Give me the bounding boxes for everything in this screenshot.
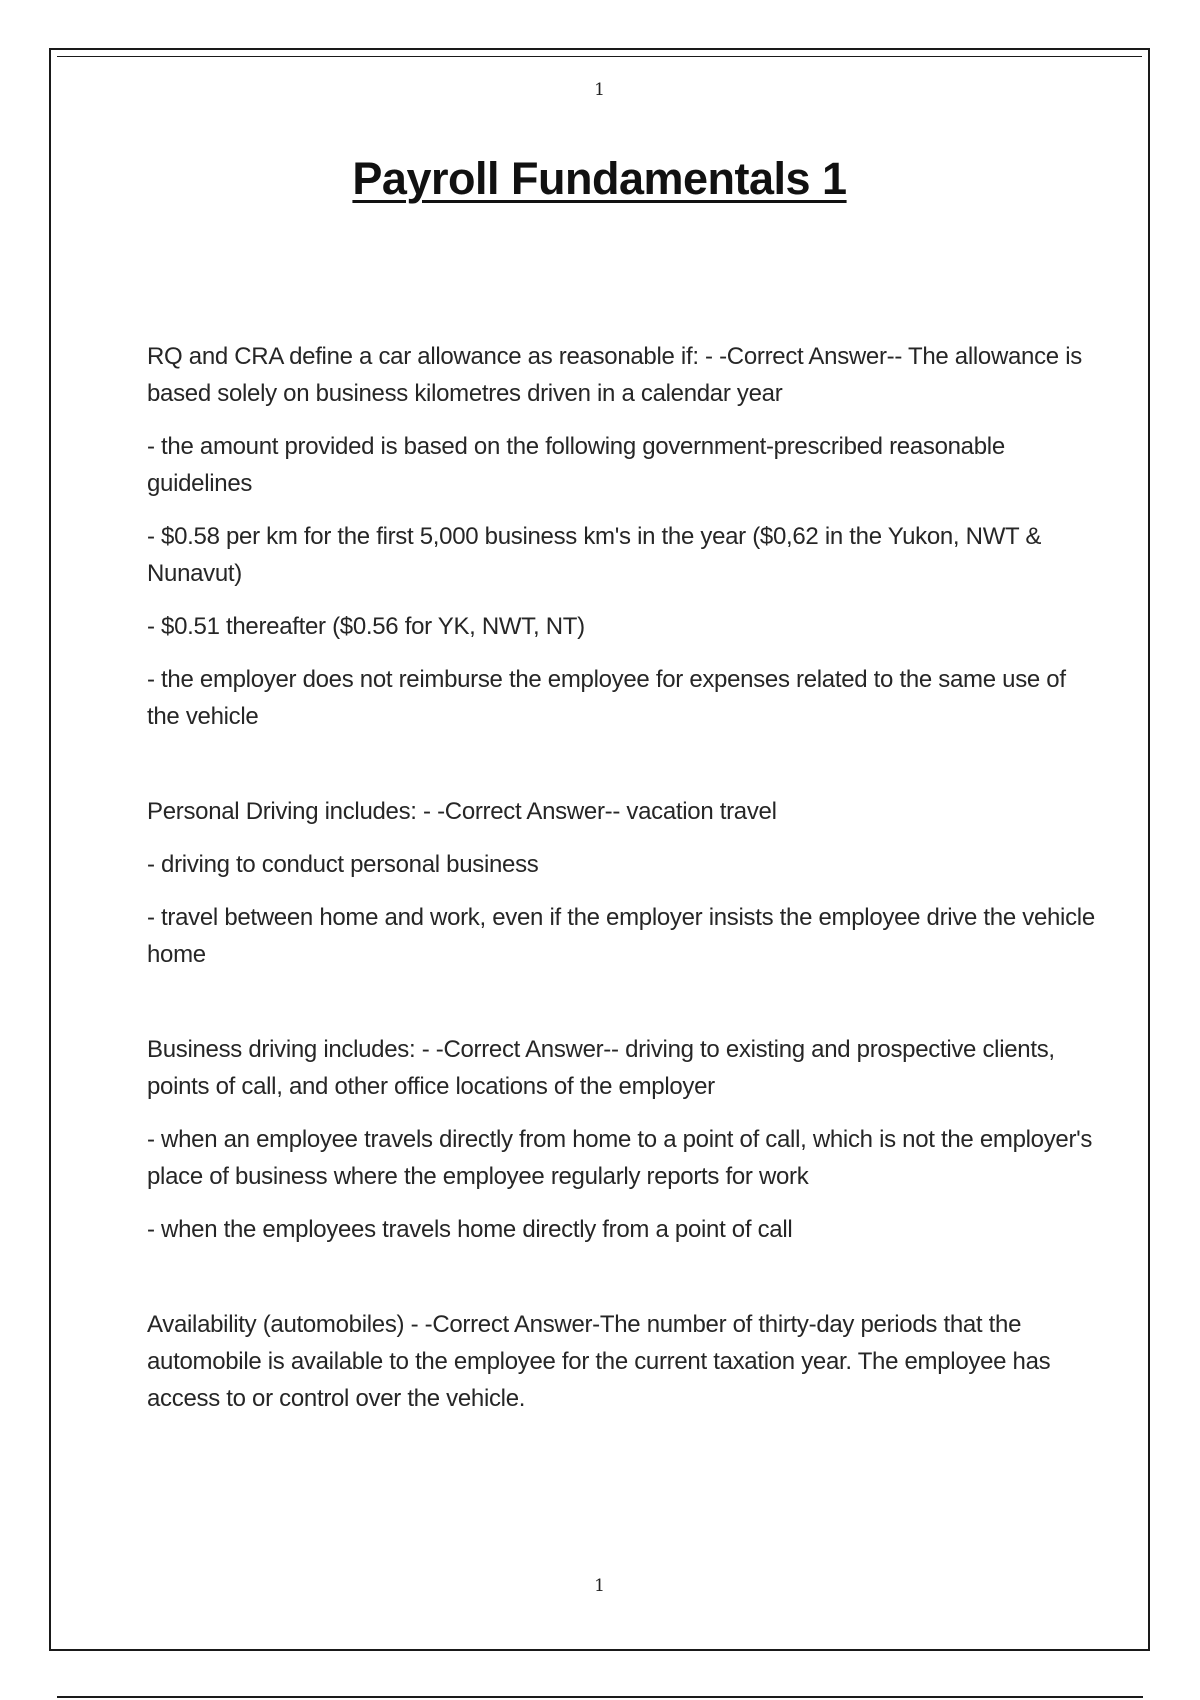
qa-paragraph: Business driving includes: - -Correct Answer-- driving to existing and prospective clients, points of call, and other office locations of the employer bbox=[147, 1036, 1055, 1100]
qa-paragraph: - when the employees travels home directly from a point of call bbox=[147, 1216, 793, 1243]
qa-paragraph: Availability (automobiles) - -Correct Answer-The number of thirty-day periods that the automobile is available to the employee for the current taxation year. The employee has access to or control over the vehicle. bbox=[147, 1311, 1051, 1412]
qa-paragraph: - $0.58 per km for the first 5,000 business km's in the year ($0,62 in the Yukon, NWT & Nunavut) bbox=[147, 523, 1042, 587]
qa-paragraph: - travel between home and work, even if the employer insists the employee drive the vehicle home bbox=[147, 904, 1095, 968]
qa-item-personal-driving bbox=[147, 793, 1097, 973]
qa-paragraph: RQ and CRA define a car allowance as reasonable if: - -Correct Answer-- The allowance is based solely on business kilometres driven in a calendar year bbox=[147, 343, 1082, 407]
qa-paragraph: - the amount provided is based on the following government-prescribed reasonable guidelines bbox=[147, 433, 1005, 497]
top-rule bbox=[57, 56, 1142, 57]
qa-paragraph: Personal Driving includes: - -Correct Answer-- vacation travel bbox=[147, 798, 777, 825]
qa-paragraph: - when an employee travels directly from home to a point of call, which is not the employer's place of business where the employee regularly reports for work bbox=[147, 1126, 1093, 1190]
page-number-bottom: 1 bbox=[594, 1576, 605, 1596]
qa-item-business-driving bbox=[147, 1031, 1097, 1248]
page-frame bbox=[49, 48, 1150, 1651]
document-title: Payroll Fundamentals 1 bbox=[352, 153, 847, 204]
qa-item-availability bbox=[147, 1306, 1097, 1417]
bottom-rule bbox=[57, 1696, 1143, 1698]
page-number-top: 1 bbox=[594, 80, 605, 100]
qa-paragraph: - $0.51 thereafter ($0.56 for YK, NWT, NT) bbox=[147, 613, 585, 640]
qa-item-car-allowance bbox=[147, 338, 1097, 735]
qa-paragraph: - the employer does not reimburse the employee for expenses related to the same use of the vehicle bbox=[147, 666, 1066, 730]
qa-paragraph: - driving to conduct personal business bbox=[147, 851, 539, 878]
document-body bbox=[147, 338, 1097, 1475]
